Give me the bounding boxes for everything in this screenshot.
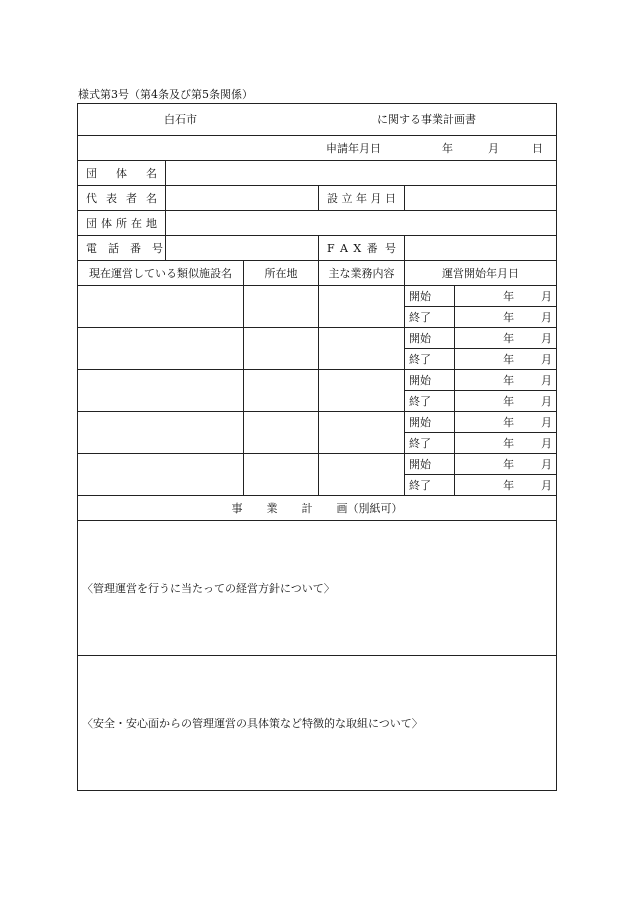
- representative-field[interactable]: [166, 186, 319, 211]
- facility-business-field[interactable]: [319, 328, 405, 370]
- representative-label: 代 表 者 名: [78, 186, 166, 211]
- plan-title-char: 事: [231, 501, 243, 515]
- facility-name-field[interactable]: [78, 286, 244, 328]
- facility-name-field[interactable]: [78, 412, 244, 454]
- start-label: 開始: [405, 370, 455, 391]
- start-label: 開始: [405, 328, 455, 349]
- facility-business-field[interactable]: [319, 412, 405, 454]
- year-label: 年: [442, 141, 454, 155]
- year-label: 年: [503, 289, 515, 303]
- safety-measures-area[interactable]: [78, 656, 557, 791]
- established-date-label: 設 立 年 月 日: [319, 186, 405, 211]
- end-label: 終了: [405, 391, 455, 412]
- address-label: 団 体 所 在 地: [78, 211, 166, 236]
- group-name-field[interactable]: [166, 161, 557, 186]
- facility-business-field[interactable]: [319, 286, 405, 328]
- management-policy-area[interactable]: [78, 521, 557, 656]
- start-date-field[interactable]: [455, 328, 557, 349]
- established-date-field[interactable]: [405, 186, 557, 211]
- end-label: 終了: [405, 475, 455, 496]
- year-label: 年: [503, 373, 515, 387]
- facility-location-field[interactable]: [244, 286, 319, 328]
- business-plan-form: [77, 103, 557, 791]
- end-date-field[interactable]: [455, 307, 557, 328]
- start-label: 開始: [405, 454, 455, 475]
- day-label: 日: [532, 141, 544, 155]
- city-name: 白石市: [164, 113, 197, 126]
- year-label: 年: [503, 478, 515, 492]
- application-date-label: 申請年月日: [326, 141, 382, 155]
- facility-location-field[interactable]: [244, 454, 319, 496]
- month-label: 月: [541, 436, 553, 450]
- month-label: 月: [488, 141, 500, 155]
- year-label: 年: [503, 331, 515, 345]
- end-label: 終了: [405, 349, 455, 370]
- year-label: 年: [503, 436, 515, 450]
- form-number: 様式第3号（第4条及び第5条関係）: [78, 88, 253, 101]
- document-title: に関する事業計画書: [377, 113, 477, 126]
- facility-name-field[interactable]: [78, 370, 244, 412]
- address-field[interactable]: [166, 211, 557, 236]
- month-label: 月: [541, 478, 553, 492]
- safety-measures-label: 〈安全・安心面からの管理運営の具体策など特徴的な取組について〉: [82, 716, 423, 730]
- plan-title-char: 計: [301, 501, 313, 515]
- location-header: 所在地: [244, 261, 319, 286]
- fax-label: F A X 番 号: [319, 236, 405, 261]
- year-label: 年: [503, 394, 515, 408]
- end-label: 終了: [405, 307, 455, 328]
- end-date-field[interactable]: [455, 349, 557, 370]
- start-label: 開始: [405, 412, 455, 433]
- month-label: 月: [541, 457, 553, 471]
- month-label: 月: [541, 394, 553, 408]
- facility-business-field[interactable]: [319, 454, 405, 496]
- end-date-field[interactable]: [455, 475, 557, 496]
- year-label: 年: [503, 352, 515, 366]
- year-label: 年: [503, 457, 515, 471]
- management-policy-label: 〈管理運営を行うに当たっての経営方針について〉: [82, 581, 335, 595]
- start-date-field[interactable]: [455, 412, 557, 433]
- facility-location-field[interactable]: [244, 412, 319, 454]
- month-label: 月: [541, 289, 553, 303]
- start-date-field[interactable]: [455, 286, 557, 307]
- title-cell: [78, 104, 557, 136]
- fax-field[interactable]: [405, 236, 557, 261]
- facility-location-field[interactable]: [244, 370, 319, 412]
- start-date-field[interactable]: [455, 370, 557, 391]
- month-label: 月: [541, 352, 553, 366]
- start-label: 開始: [405, 286, 455, 307]
- month-label: 月: [541, 331, 553, 345]
- month-label: 月: [541, 310, 553, 324]
- end-label: 終了: [405, 433, 455, 454]
- facility-name-header: 現在運営している類似施設名: [78, 261, 244, 286]
- application-date-cell[interactable]: [78, 136, 557, 161]
- facility-name-field[interactable]: [78, 328, 244, 370]
- month-label: 月: [541, 373, 553, 387]
- start-date-header: 運営開始年月日: [405, 261, 557, 286]
- start-date-field[interactable]: [455, 454, 557, 475]
- facility-name-field[interactable]: [78, 454, 244, 496]
- month-label: 月: [541, 415, 553, 429]
- plan-title-char: 画（別紙可）: [336, 501, 403, 515]
- plan-title-char: 業: [266, 501, 278, 515]
- facility-location-field[interactable]: [244, 328, 319, 370]
- end-date-field[interactable]: [455, 433, 557, 454]
- business-content-header: 主な業務内容: [319, 261, 405, 286]
- phone-field[interactable]: [166, 236, 319, 261]
- business-plan-heading: [78, 496, 557, 521]
- year-label: 年: [503, 310, 515, 324]
- end-date-field[interactable]: [455, 391, 557, 412]
- year-label: 年: [503, 415, 515, 429]
- facility-business-field[interactable]: [319, 370, 405, 412]
- group-name-label: 団 体 名: [78, 161, 166, 186]
- phone-label: 電 話 番 号: [78, 236, 166, 261]
